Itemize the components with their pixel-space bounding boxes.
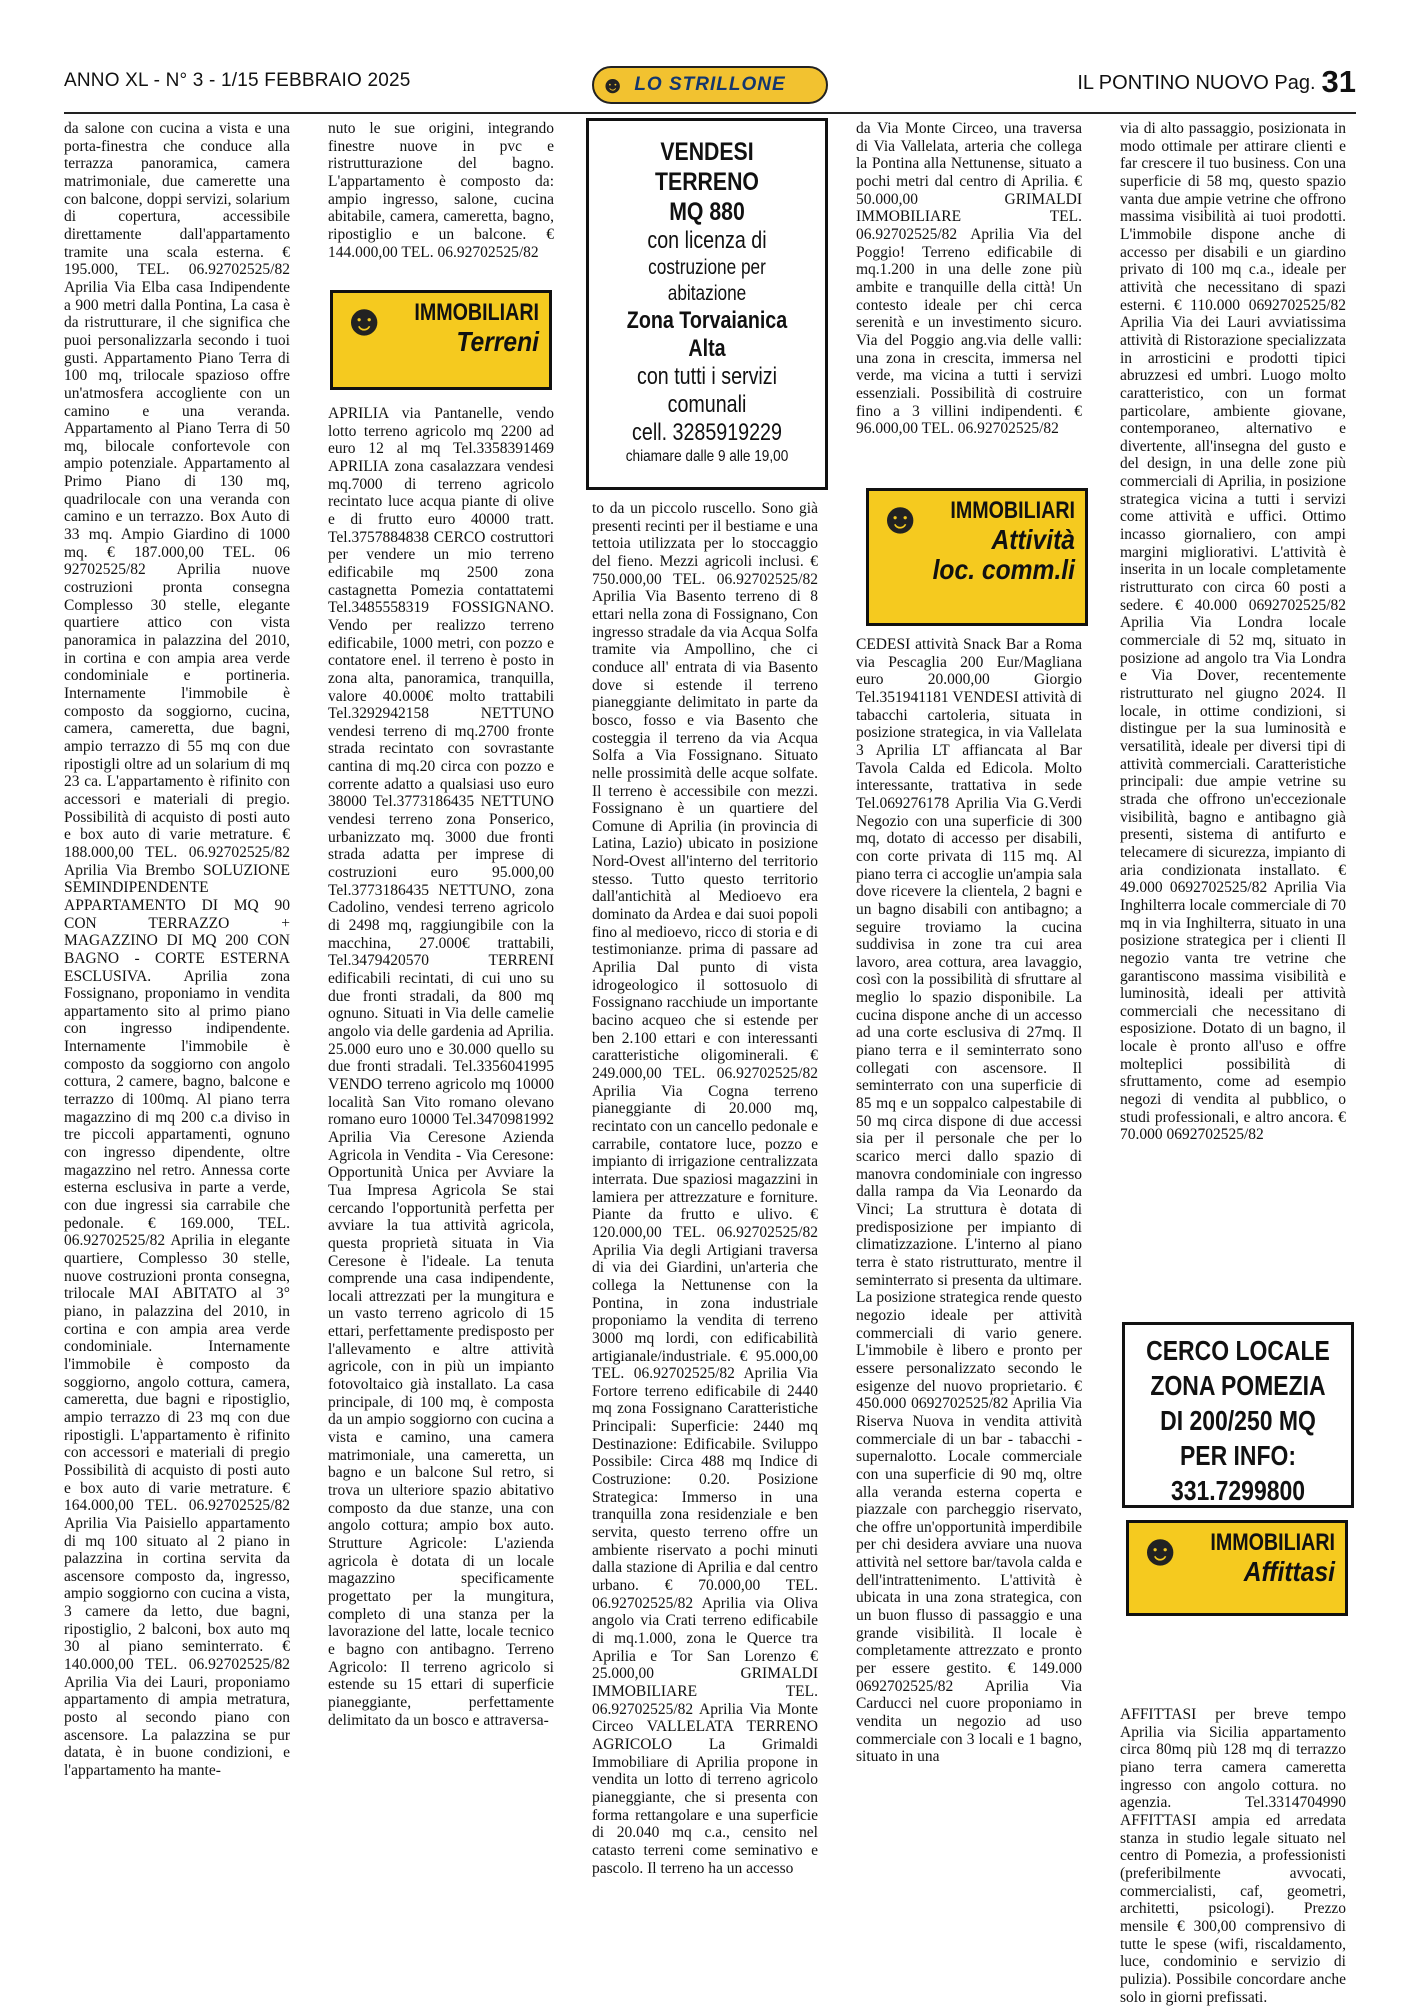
column-5-top: [1120, 120, 1346, 1312]
strillone-logo: [592, 66, 828, 104]
page-number: 31: [1321, 64, 1356, 99]
badge-subtitle: Affittasi: [1243, 1556, 1335, 1587]
mascot-icon: ☻: [341, 296, 388, 345]
ad-line: Zona Torvaianica Alta: [626, 307, 788, 362]
badge-title: IMMOBILIARI: [950, 497, 1075, 524]
badge-title: IMMOBILIARI: [1210, 1529, 1335, 1556]
ad-line: CERCO LOCALE: [1146, 1335, 1330, 1366]
ad-line: ZONA POMEZIA: [1150, 1370, 1326, 1401]
listings-text: CEDESI attività Snack Bar a Roma via Pescaglia 200 Eur/Magliana euro 20.000,00 Giorgio Tel.351941181 VENDESI attività di tabacchi cartoleria, situata in posizione strategica, in via Vallelata 3 Aprilia LT affiancata al Bar Tavola Calda ed Edicola. Molto interessante, trattativa in sede Tel.069276178 Aprilia Via G.Verdi Negozio con una superficie di 300 mq, dotato di accesso per disabili, con corte privata di 115 mq. Al piano terra ci accoglie un'ampia sala dove ricevere la clientela, 2 bagni e un bagno disabili con antibagno; a seguire troviamo la cucina suddivisa in zone tra cui area lavoro, area cottura, area lavaggio, così con la possibilità di sfruttare al meglio lo spazio disponibile. La cucina dispone anche di un accesso ad una corte esclusiva di 27mq. Il piano terra e il seminterrato sono collegati con ascensore. Il seminterrato con una superficie di 85 mq e un soppalco calpestabile di 50 mq circa dispone di due accessi sia per il personale che per lo scarico merci dallo spazio di manovra condominiale con ingresso dalla rampa da Via Leonardo da Vinci; La struttura è dotata di predisposizione per impianto di climatizzazione. L'interno al piano terra è stato ristrutturato, mentre il seminterrato si presenta da ultimare. La posizione strategica rende questo negozio ideale per attività commerciali di vario genere. L'immobile è libero e pronto per essere personalizzato secondo le esigenze del nuovo proprietario. € 450.000 0692702525/82 Aprilia Via Riserva Nuova in vendita attività commerciale di un bar - tabacchi - supernalotto. Locale commerciale con una superficie di 90 mq, oltre alla veranda esterna coperta e piazzale con parcheggio riservato, che offre un'opportunità imperdibile per chi desidera avviare una nuova attività nel settore bar/tavola calda e dell'intrattenimento. L'attività è ubicata in una zona strategica, con un buon flusso di passaggio e una grande visibilità. Il locale è completamente attrezzato e pronto per essere gestito. € 149.000 0692702525/82 Aprilia Via Carducci nel cuore proponiamo in vendita un negozio ad uso commerciale con 3 locali e 1 bagno, situato in una: [856, 636, 1082, 1766]
column-1: [64, 120, 290, 1986]
column-2-top: [328, 120, 554, 270]
ad-vendesi-terreno: [586, 118, 828, 490]
mascot-icon: ☻: [600, 72, 627, 99]
badge-immobiliari-terreni: [330, 290, 552, 390]
listings-text: da salone con cucina a vista e una porta-finestra che conduce alla terrazza panoramica, camera matrimoniale, due camerette una con balcone, doppi servizi, solarium di copertura, accessibile direttamente dall'appartamento tramite una scala esterna. € 195.000, TEL. 06.92702525/82 Aprilia Via Elba casa Indipendente a 900 metri dalla Pontina, La casa è da ristrutturare, il che significa che puoi personalizzarla secondo i tuoi gusti. Appartamento Piano Terra di 100 mq, trilocale spazioso offre un'atmosfera accogliente con un camino e una veranda. Appartamento al Piano Terra di 50 mq, bilocale confortevole con ampio potenziale. Appartamento al Primo Piano di 130 mq, quadrilocale con una veranda con camino e un terrazzo. Box Auto di 33 mq. Ampio Giardino di 1000 mq. € 187.000,00 TEL. 06 92702525/82 Aprilia nuove costruzioni pronta consegna Complesso 30 stelle, elegante quartiere attico con vista panoramica in palazzina del 2010, in cortina e con ampia area verde condominiale e portineria. Internamente l'immobile è composto da soggiorno, cucina, camera, cameretta, due bagni, ampio terrazzo di 55 mq con due ripostigli oltre ad un solarium di mq 23 ca. L'appartamento è rifinito con accessori e materiali di pregio. Possibilità di acquisto di posti auto e box auto di varie metrature. € 188.000,00 TEL. 06.92702525/82 Aprilia Via Brembo SOLUZIONE SEMINDIPENDENTE APPARTAMENTO DI MQ 90 CON TERRAZZO + MAGAZZINO DI MQ 200 CON BAGNO - CORTE ESTERNA ESCLUSIVA. Aprilia zona Fossignano, proponiamo in vendita appartamento sito al primo piano con ingresso indipendente. Internamente l'immobile è composto da soggiorno con angolo cottura, 2 camere, bagno, balcone e terrazzo di 100mq. Al piano terra magazzino di mq 200 c.a diviso in tre piccoli appartamenti, ognuno con ingresso dipendente, oltre magazzino nel retro. Annessa corte esterna esclusiva in parte a verde, con due ingressi sia carrabile che pedonale. € 169.000, TEL. 06.92702525/82 Aprilia in elegante quartiere, Complesso 30 stelle, nuove costruzioni pronta consegna, trilocale MAI ABITATO al 3° piano, in palazzina del 2010, in cortina e con ampia area verde condominiale. Internamente l'immobile è composto da soggiorno, angolo cottura, camera, cameretta, due bagni e ripostiglio, ampio terrazzo di 23 mq con due ripostigli. L'appartamento è rifinito con accessori e materiali di pregio Possibilità di acquisto di posti auto e box auto di varie metrature. € 164.000,00 TEL. 06.92702525/82 Aprilia Via Paisiello appartamento di mq 100 situato al 2 piano in palazzina in cortina servita da ascensore composto da, ingresso, ampio soggiorno con cucina a vista, 3 camere da letto, due bagni, ripostiglio, 2 balconi, box auto mq 30 al piano seminterrato. € 140.000,00 TEL. 06.92702525/82 Aprilia Via dei Lauri, proponiamo appartamento di ampia metratura, posto al secondo piano con ascensore. La palazzina se pur datata, è in buone condizioni, e l'appartamento ha mante-: [64, 120, 290, 1780]
publication-name: IL PONTINO NUOVO Pag.: [1077, 72, 1316, 94]
ad-cerco-locale: [1122, 1322, 1354, 1508]
listings-text: nuto le sue origini, integrando finestre nuove in pvc e ristrutturazione del bagno. L'appartamento è composto da: ampio ingresso, salone, cucina abitabile, camera, cameretta, bagno, ripostiglio e un balcone. € 144.000,00 TEL. 06.92702525/82: [328, 120, 554, 261]
ad-phone: cell. 3285919229: [632, 419, 782, 446]
column-5-bottom: [1120, 1706, 1346, 2006]
page-header: [64, 64, 1356, 108]
column-4-top: [856, 120, 1082, 480]
column-3: [592, 500, 818, 1986]
ad-phone: 331.7299800: [1170, 1475, 1306, 1506]
badge-subtitle: Attività: [991, 524, 1075, 555]
ad-line: comunali: [667, 391, 747, 418]
listings-text: via di alto passaggio, posizionata in modo ottimale per attirare clienti e far crescere il tuo business. Con una superficie di 58 mq, questo spazio vanta due ampie vetrine che offrono massima visibilità ai tuoi prodotti. L'immobile dispone anche di accesso per disabili e un giardino privato di 100 mq c.a., ideale per attività che necessitano di spazi esterni. € 110.000 0692702525/82 Aprilia Via dei Lauri avviatissima attività di Ristorazione specializzata in arrosticini e prodotti tipici abruzzesi ed umbri. Luogo molto caratteristico, con un format particolare, ambiente giovane, contemporaneo, alternativo e divertente, all'insegna del gusto e del design, in una delle zone più commerciali di Aprilia, in posizione strategica vicina a tutti i servizi come attività e uffici. Ottimo incasso giornaliero, con ampi margini migliorativi. L'attività è inserita in un locale completamente ristrutturato con circa 60 posti a sedere. € 40.000 0692702525/82 Aprilia Via Londra locale commerciale di 52 mq, situato in posizione ad angolo tra Via Londra e Via Dover, recentemente ristrutturato nel giugno 2024. Il locale, in ottime condizioni, si distingue per la sua luminosità e versatilità, ideale per diversi tipi di attività commerciali. Caratteristiche principali: due ampie vetrine su strada che offrono un'eccezionale visibilità, bagno e antibagno già presenti, sistema di antifurto e telecamere di sicurezza, impianto di aria condizionata installato. € 49.000 0692702525/82 Aprilia Via Inghilterra locale commerciale di 70 mq in via Inghilterra, situato in una posizione strategica per i clienti Il negozio vanta tre vetrine che garantiscono massima visibilità e luminosità, ideali per attività commerciali che necessitano di esposizione. Dotato di un bagno, il locale è pronto all'uso e offre molteplici possibilità di sfruttamento, come ad esempio negozi di vendita al pubblico, o studi professionali, e altro ancora. € 70.000 0692702525/82: [1120, 120, 1346, 1144]
badge-title: IMMOBILIARI: [414, 299, 539, 326]
issue-line: ANNO XL - N° 3 - 1/15 FEBBRAIO 2025: [64, 70, 411, 91]
listings-text: da Via Monte Circeo, una traversa di Via Vallelata, arteria che collega la Pontina alla Nettunense, situato a pochi metri dal centro di Aprilia. € 50.000,00 GRIMALDI IMMOBILIARE TEL. 06.92702525/82 Aprilia Via del Poggio! Terreno edificabile di mq.1.200 in una delle zone più ambite e tranquille della città! Un contesto ideale per chi cerca serenità e un investimento sicuro. Via del Poggio ang.via delle valli: una zona in crescita, immersa nel verde, ma vicina a tutti i servizi essenziali. Possibilità di costruire fino a 3 villini indipendenti. € 96.000,00 TEL. 06.92702525/82: [856, 120, 1082, 438]
column-2-bottom: [328, 405, 554, 1986]
badge-immobiliari-affittasi: [1126, 1520, 1348, 1616]
ad-line: con licenza di: [647, 227, 767, 254]
header-rule: [64, 112, 1356, 114]
badge-subtitle-2: loc. comm.li: [932, 554, 1075, 585]
publication-page: [1077, 64, 1356, 100]
listings-text: AFFITTASI per breve tempo Aprilia via Sicilia appartamento circa 80mq più 128 mq di terrazzo piano terra camera cameretta ingresso con angolo cottura. no agenzia. Tel.3314704990 AFFITTASI ampia ed arredata stanza in studio legale situato nel centro di Pomezia, a professionisti (preferibilmente avvocati, commercialisti, caf, geometri, architetti, psicologi). Prezzo mensile € 300,00 comprensivo di tutte le spese (wifi, riscaldamento, luce, condominio e servizio di pulizia). Possibile concordare anche solo in giorni prefissati.: [1120, 1706, 1346, 2006]
ad-line: VENDESI TERRENO: [655, 138, 759, 196]
ad-hours: chiamare dalle 9 alle 19,00: [625, 448, 789, 465]
listings-text: APRILIA via Pantanelle, vendo lotto terreno agricolo mq 2200 ad euro 12 al mq Tel.3358391469 APRILIA zona casalazzara vendesi mq.7000 di terreno agricolo recintato luce acqua piante di olive e di frutto euro 40000 tratt. Tel.3757884838 CERCO costruttori per vendere un mio terreno edificabile mq 2500 zona castagnetta Pomezia contattatemi Tel.3485558319 FOSSIGNANO. Vendo per realizzo terreno edificabile, 1000 metri, con pozzo e contatore enel. il terreno è posto in zona alta, panoramica, tranquilla, valore 40.000€ molto trattabili Tel.3292942158 NETTUNO vendesi terreno di mq.2700 fronte strada recintato con sovrastante cantina di mq.20 circa con pozzo e corrente adatto a qualsiasi uso euro 38000 Tel.3773186435 NETTUNO vendesi terreno zona Ponserico, urbanizzato mq. 3000 due fronti strada adatta per imprese di costruzioni euro 95.000,00 Tel.3773186435 NETTUNO, zona Cadolino, vendesi terreno agricolo di 2498 mq, raggiungibile con la macchina, 27.000€ trattabili, Tel.3479420570 TERRENI edificabili recintati, di cui uno su due fronti stradali, da 800 mq ognuno. Situati in Via delle camelie angolo via delle gardenia ad Aprilia. 25.000 euro uno e 30.000 quello su due fronti stradali. Tel.3356041995 VENDO terreno agricolo mq 10000 località San Vito romano olevano romano euro 10000 Tel.3470981992 Aprilia Via Ceresone Azienda Agricola in Vendita - Via Ceresone: Opportunità Unica per Avviare la Tua Impresa Agricola Se stai cercando l'opportunità perfetta per avviare la tua attività agricola, questa proprietà situata in Via Ceresone è l'ideale. La tenuta comprende una casa indipendente, locali attrezzati per la mungitura e un vasto terreno agricolo di 15 ettari, perfettamente predisposto per l'allevamento e altre attività agricole, con in più un impianto fotovoltaico già installato. La casa principale, di 100 mq, è composta da un ampio soggiorno con cucina a vista e camino, una camera matrimoniale, una cameretta, un bagno e un balcone Sul retro, si trova un ulteriore spazio abitativo composto da due stanze, una con angolo cottura; ampio box auto. Strutture Agricole: L'azienda agricola è dotata di un locale magazzino specificamente progettato per la mungitura, completo di una stanza per la lavorazione del latte, locale tecnico e bagno con antibagno. Terreno Agricolo: Il terreno agricolo si estende su 15 ettari di superficie pianeggiante, perfettamente delimitato da un bosco e attraversa-: [328, 405, 554, 1729]
badge-immobiliari-attivita: [866, 488, 1088, 626]
mascot-icon: ☻: [1137, 1526, 1184, 1575]
badge-subtitle: Terreni: [456, 326, 539, 357]
ad-line: con tutti i servizi: [637, 363, 777, 390]
ad-line: PER INFO:: [1179, 1440, 1297, 1471]
column-4-bottom: [856, 636, 1082, 1986]
logo-text: LO STRILLONE: [634, 74, 786, 95]
ad-line: MQ 880: [669, 198, 745, 226]
ad-line: DI 200/250 MQ: [1160, 1405, 1316, 1436]
listings-text: to da un piccolo ruscello. Sono già presenti recinti per il bestiame e una tettoia utilizzata per lo stoccaggio del fieno. Mezzi agricoli inclusi. € 750.000,00 TEL. 06.92702525/82 Aprilia Via Basento terreno di 8 ettari nella zona di Fossignano, Con ingresso stradale da via Acqua Solfa tramite via Ampollino, che ci conduce all' entrata di via Basento dove si estende il terreno pianeggiante delimitato in parte da bosco, fosso e via Basento che costeggia il terreno da via Acqua Solfa a Via Fossignano. Situato nelle prossimità delle acque solfate. Il terreno è accessibile con mezzi. Fossignano è un quartiere del Comune di Aprilia (in provincia di Latina, Lazio) ubicato in posizione Nord-Ovest all'interno del territorio stesso. Tutto questo territorio dall'antichità al Medioevo era dominato da Ardea e dai suoi popoli fino al medioevo, ricco di storia e di testimonianze. prima di passare ad Aprilia Dal punto di vista idrogeologico il sottosuolo di Fossignano racchiude un importante bacino acqueo che si estende per ben 2.100 ettari e con interessanti caratteristiche oligominerali. € 249.000,00 TEL. 06.92702525/82 Aprilia Via Cogna terreno pianeggiante di 20.000 mq, recintato con un cancello pedonale e carrabile, contatore luce, pozzo e impianto di irrigazione centralizzata interrata. Due spaziosi magazzini in lamiera per attrezzature e forniture. Piante da frutto e ulivo. € 120.000,00 TEL. 06.92702525/82 Aprilia Via degli Artigiani traversa di via dei Giardini, un'arteria che collega la Nettunense con la Pontina, in zona industriale proponiamo la vendita di terreno 3000 mq lordi, con edificabilità artigianale/industriale. € 95.000,00 TEL. 06.92702525/82 Aprilia Via Fortore terreno edificabile di 2440 mq zona Fossignano Caratteristiche Principali: Superficie: 2440 mq Destinazione: Edificabile. Sviluppo Possibile: Circa 488 mq Indice di Costruzione: 0.20. Posizione Strategica: Immerso in una tranquilla zona residenziale e ben servita, questo terreno offre un ambiente riservato a pochi minuti dalla stazione di Aprilia e dal centro urbano. € 70.000,00 TEL. 06.92702525/82 Aprilia via Oliva angolo via Crati terreno edificabile di mq.1.000, zona le Querce tra Aprilia e Tor San Lorenzo € 25.000,00 GRIMALDI IMMOBILIARE TEL. 06.92702525/82 Aprilia Via Monte Circeo VALLELATA TERRENO AGRICOLO La Grimaldi Immobiliare di Aprilia propone in vendita un lotto di terreno agricolo pianeggiante, che si presenta con forma rettangolare e una superficie di 20.040 mq c.a., censito nel catasto terreni come seminativo e pascolo. Il terreno ha un accesso: [592, 500, 818, 1877]
ad-line: costruzione per abitazione: [648, 256, 766, 305]
mascot-icon: ☻: [877, 494, 924, 543]
